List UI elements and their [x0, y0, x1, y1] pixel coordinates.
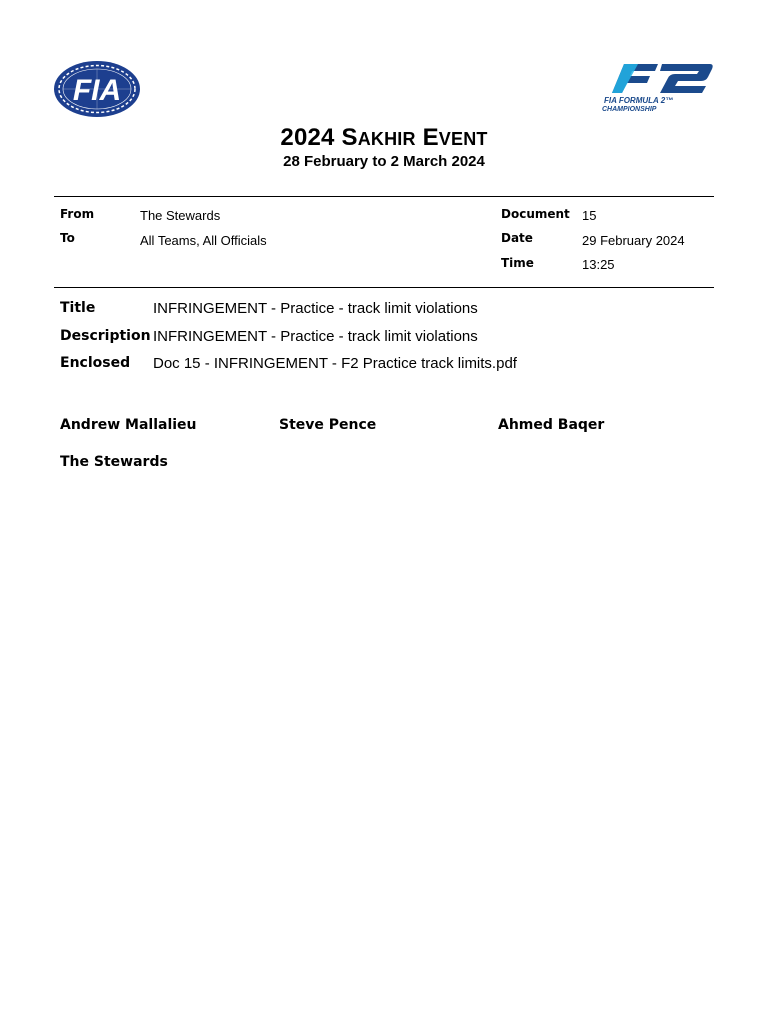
- from-value: The Stewards: [140, 208, 221, 223]
- event-title-s: S: [341, 124, 358, 151]
- steward-name: Steve Pence: [279, 417, 377, 433]
- event-dates: 28 February to 2 March 2024: [283, 153, 485, 170]
- event-title: [0, 124, 768, 152]
- date-value: 29 February 2024: [582, 233, 685, 248]
- f2-logo-line2: CHAMPIONSHIP: [602, 106, 657, 113]
- f2-championship-logo: [598, 60, 716, 114]
- to-label: To: [60, 231, 75, 245]
- description-value: INFRINGEMENT - Practice - track limit violations: [153, 328, 478, 345]
- fia-logo: [52, 59, 142, 119]
- header-bottom-rule: [54, 287, 714, 288]
- steward-name: Andrew Mallalieu: [60, 417, 197, 433]
- description-label: Description: [60, 328, 151, 344]
- document-label: Document: [501, 207, 570, 221]
- to-value: All Teams, All Officials: [140, 233, 267, 248]
- event-title-e: E: [422, 124, 439, 151]
- f2-logo-line1: FIA FORMULA 2™: [604, 96, 674, 105]
- event-title-vent: VENT: [438, 129, 488, 149]
- from-label: From: [60, 207, 95, 221]
- title-value: INFRINGEMENT - Practice - track limit violations: [153, 300, 478, 317]
- title-label: Title: [60, 300, 96, 316]
- document-value: 15: [582, 208, 597, 223]
- event-title-year: 2024: [280, 124, 335, 151]
- steward-name: Ahmed Baqer: [498, 417, 605, 433]
- enclosed-label: Enclosed: [60, 355, 131, 371]
- fia-logo-text: FIA: [72, 74, 122, 107]
- time-value: 13:25: [582, 257, 615, 272]
- header-top-rule: [54, 196, 714, 197]
- event-title-akhir: AKHIR: [357, 129, 416, 149]
- date-label: Date: [501, 231, 533, 245]
- enclosed-value[interactable]: Doc 15 - INFRINGEMENT - F2 Practice track limits.pdf: [153, 355, 517, 372]
- stewards-group: The Stewards: [60, 454, 168, 470]
- time-label: Time: [501, 256, 534, 270]
